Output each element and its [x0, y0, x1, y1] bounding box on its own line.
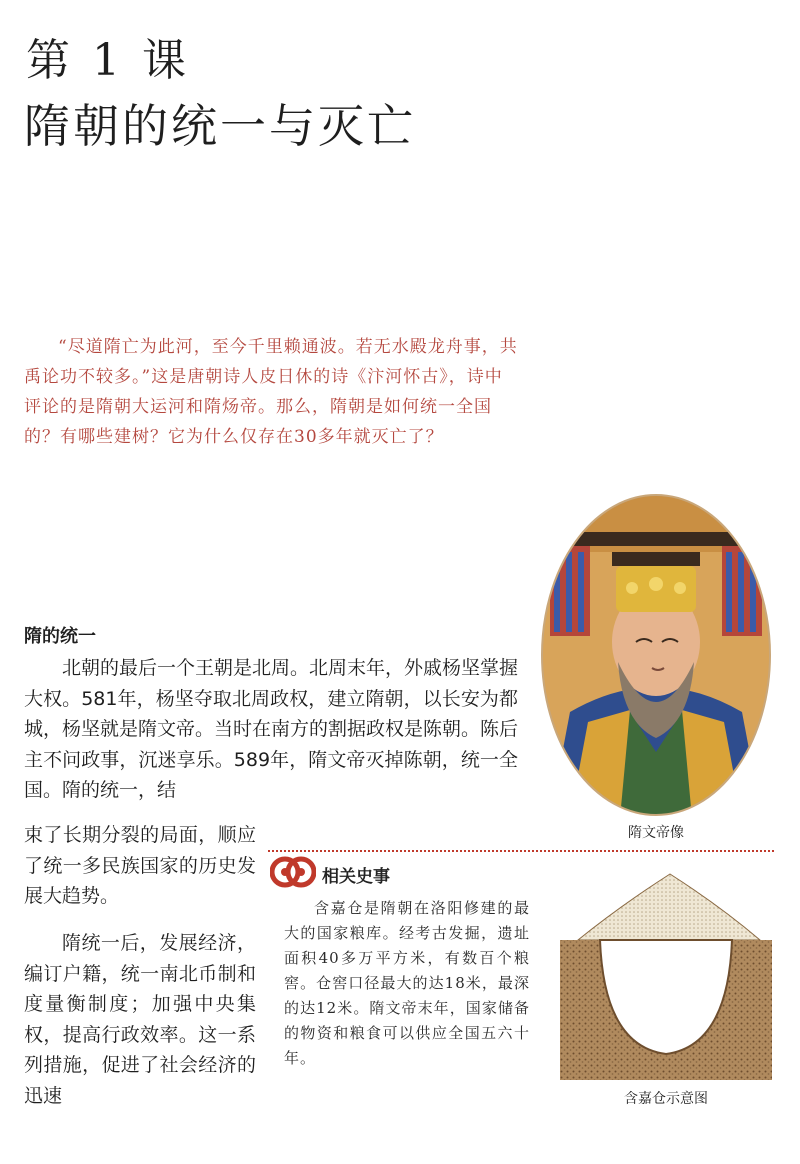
lesson-title: 隋朝的统一与灭亡 [24, 99, 416, 153]
body-paragraph-1: 北朝的最后一个王朝是北周。北周末年，外戚杨坚掌握大权。581年，杨坚夺取北周政权，建立隋朝，以长安为都城，杨坚就是隋文帝。当时在南方的割据政权是陈朝。陈后主不问政事，沉迷享乐。589年，隋文帝灭掉陈朝，统一全国。隋的统一，结 [24, 657, 519, 801]
body-paragraph-2: 隋统一后，发展经济，编订户籍，统一南北币制和度量衡制度；加强中央集权，提高行政效率。这一系列措施，促进了社会经济的迅速 [24, 932, 256, 1107]
granary-diagram-image [560, 866, 772, 1082]
related-divider [268, 850, 774, 852]
related-history-body: 含嘉仓是隋朝在洛阳修建的最大的国家粮库。经考古发掘，遗址面积40多万平方米，有数百个粮窖。仓窖口径最大的达18米，最深的达12米。隋文帝末年，国家储备的物资和粮食可以供应全国五六十年。 [284, 899, 530, 1067]
related-history-icon [270, 852, 316, 892]
granary-illustration [560, 866, 772, 1082]
lesson-number: 第 1 课 [26, 35, 190, 86]
emperor-portrait-image [540, 492, 772, 818]
section-heading: 隋的统一 [24, 626, 96, 647]
granary-caption: 含嘉仓示意图 [624, 1091, 708, 1107]
related-history-title: 相关史事 [322, 867, 390, 887]
intro-paragraph: “尽道隋亡为此河，至今千里赖通波。若无水殿龙舟事，共禹论功不较多。”这是唐朝诗人皮日休的诗《汴河怀古》，诗中评论的是隋朝大运河和隋炀帝。那么，隋朝是如何统一全国的？有哪些建树？它为什么仅存在30多年就灭亡了？ [24, 337, 518, 447]
body-paragraph-1-continued: 束了长期分裂的局面，顺应了统一多民族国家的历史发展大趋势。 [24, 824, 256, 907]
emperor-portrait-illustration [540, 492, 772, 818]
page-footer [24, 1152, 234, 1164]
portrait-caption: 隋文帝像 [628, 825, 684, 841]
